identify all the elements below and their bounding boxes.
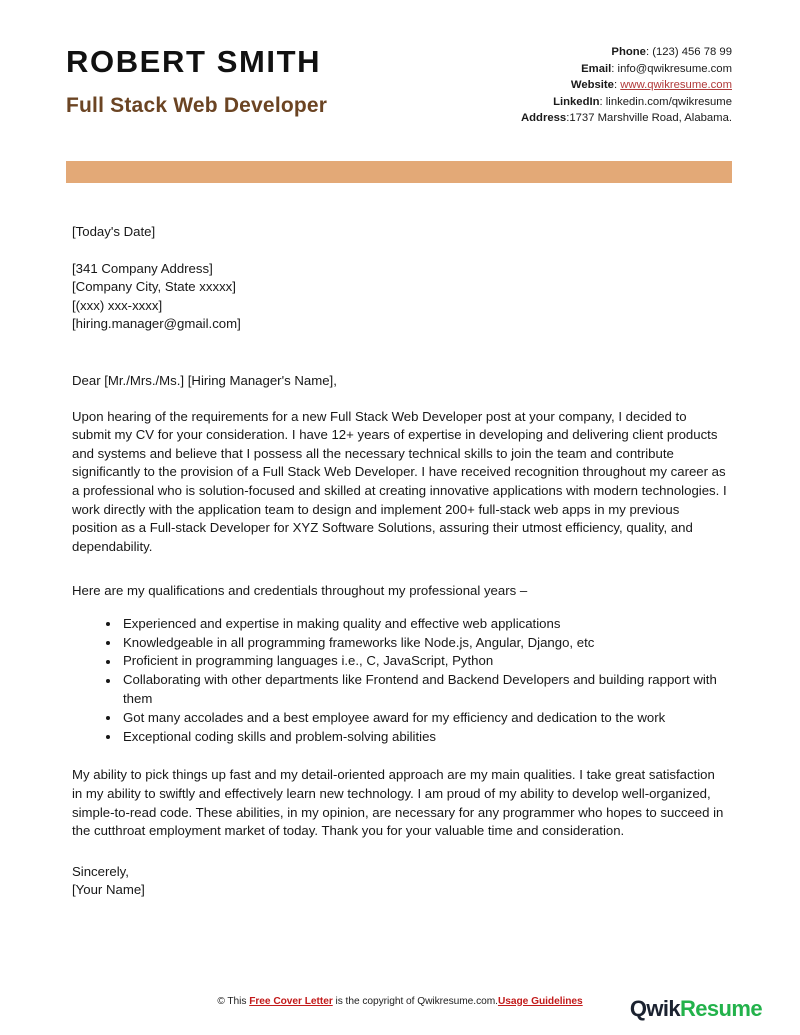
contact-linkedin bbox=[521, 94, 732, 111]
list-item: Proficient in programming languages i.e., C, JavaScript, Python bbox=[106, 652, 728, 671]
footer-inner bbox=[0, 995, 800, 1021]
contact-website-link[interactable]: www.qwikresume.com bbox=[620, 79, 732, 92]
contact-address-value: :1737 Marshville Road, Alabama. bbox=[566, 112, 732, 125]
contact-website bbox=[521, 77, 732, 94]
identity-block bbox=[66, 38, 327, 118]
accent-divider-bar bbox=[66, 161, 732, 183]
signoff-greeting: Sincerely, bbox=[72, 863, 129, 879]
contact-website-separator: : bbox=[613, 79, 621, 92]
signature-name: [Your Name] bbox=[72, 882, 145, 898]
contact-website-label: Website bbox=[570, 79, 614, 92]
list-item: Exceptional coding skills and problem-solving abilities bbox=[106, 728, 728, 747]
copyright-prefix: © This bbox=[217, 995, 250, 1007]
recipient-line: [Company City, State xxxxx] bbox=[72, 279, 236, 295]
contact-block bbox=[521, 38, 732, 127]
recipient-line: [341 Company Address] bbox=[72, 260, 213, 276]
usage-guidelines-link[interactable]: Usage Guidelines bbox=[497, 995, 583, 1007]
applicant-name: ROBERT SMITH bbox=[66, 44, 322, 79]
salutation: Dear [Mr./Mrs./Ms.] [Hiring Manager's Name], bbox=[72, 372, 337, 388]
letter-header bbox=[0, 0, 800, 127]
qwikresume-logo[interactable] bbox=[629, 995, 762, 1021]
recipient-line: [hiring.manager@gmail.com] bbox=[72, 316, 241, 332]
page-footer bbox=[0, 975, 800, 1027]
contact-phone-label: Phone bbox=[611, 46, 646, 58]
letter-date: [Today's Date] bbox=[72, 223, 156, 239]
list-item: Collaborating with other departments like Frontend and Backend Developers and building rapport with them bbox=[106, 671, 728, 709]
contact-email-value: : info@qwikresume.com bbox=[611, 62, 732, 75]
letter-body bbox=[0, 223, 800, 900]
contact-linkedin-value: : linkedin.com/qwikresume bbox=[599, 95, 732, 108]
free-cover-letter-link[interactable]: Free Cover Letter bbox=[249, 995, 333, 1007]
recipient-line: [(xxx) xxx-xxxx] bbox=[72, 297, 163, 313]
contact-address bbox=[521, 110, 732, 127]
signoff-block bbox=[72, 863, 728, 900]
recipient-block bbox=[72, 260, 728, 334]
logo-text-resume: Resume bbox=[680, 995, 762, 1021]
copyright-notice bbox=[217, 996, 582, 1007]
qualifications-intro: Here are my qualifications and credentials throughout my professional years – bbox=[72, 583, 528, 599]
contact-email bbox=[521, 61, 732, 78]
contact-address-label: Address bbox=[521, 112, 567, 125]
list-item: Knowledgeable in all programming frameworks like Node.js, Angular, Django, etc bbox=[106, 634, 728, 653]
list-item: Experienced and expertise in making quality and effective web applications bbox=[106, 615, 728, 634]
contact-phone bbox=[521, 44, 732, 61]
accent-divider-wrapper bbox=[0, 161, 800, 183]
qualifications-list bbox=[72, 615, 728, 747]
contact-email-label: Email bbox=[581, 62, 612, 75]
copyright-middle: is the copyright of Qwikresume.com. bbox=[332, 995, 498, 1007]
closing-paragraph: My ability to pick things up fast and my detail-oriented approach are my main qualities. I take great satisfaction in my ability to swiftly and effectively learn new technology. I am proud of my ability to develop well-organized, simple-to-read code. These abilities, in my opinion, are necessary for any programmer who hopes to succeed in the cutthroat employment market of today. Thank you for your valuable time and consideration. bbox=[72, 767, 724, 839]
logo-text-qwik: Qwik bbox=[629, 995, 680, 1021]
contact-phone-value: : (123) 456 78 99 bbox=[645, 46, 732, 58]
list-item: Got many accolades and a best employee award for my efficiency and dedication to the work bbox=[106, 709, 728, 728]
body-paragraph: Upon hearing of the requirements for a new Full Stack Web Developer post at your company, I decided to submit my CV for your consideration. I have 12+ years of expertise in developing and delivering client products and systems and believe that I possess all the necessary technical skills to join the team and contribute significantly to the provision of a Full Stack Web Developer. I have received recognition throughout my career as a professional who is solution-focused and skilled at creating innovative applications with modern technologies. I work directly with the application team to design and implement 200+ full-stack web apps in my previous position as a Full-stack Developer for XYZ Software Solutions, assuring their utmost efficiency, quality, and dependability. bbox=[72, 408, 727, 554]
contact-linkedin-label: LinkedIn bbox=[553, 95, 600, 108]
applicant-job-title: Full Stack Web Developer bbox=[66, 93, 328, 117]
